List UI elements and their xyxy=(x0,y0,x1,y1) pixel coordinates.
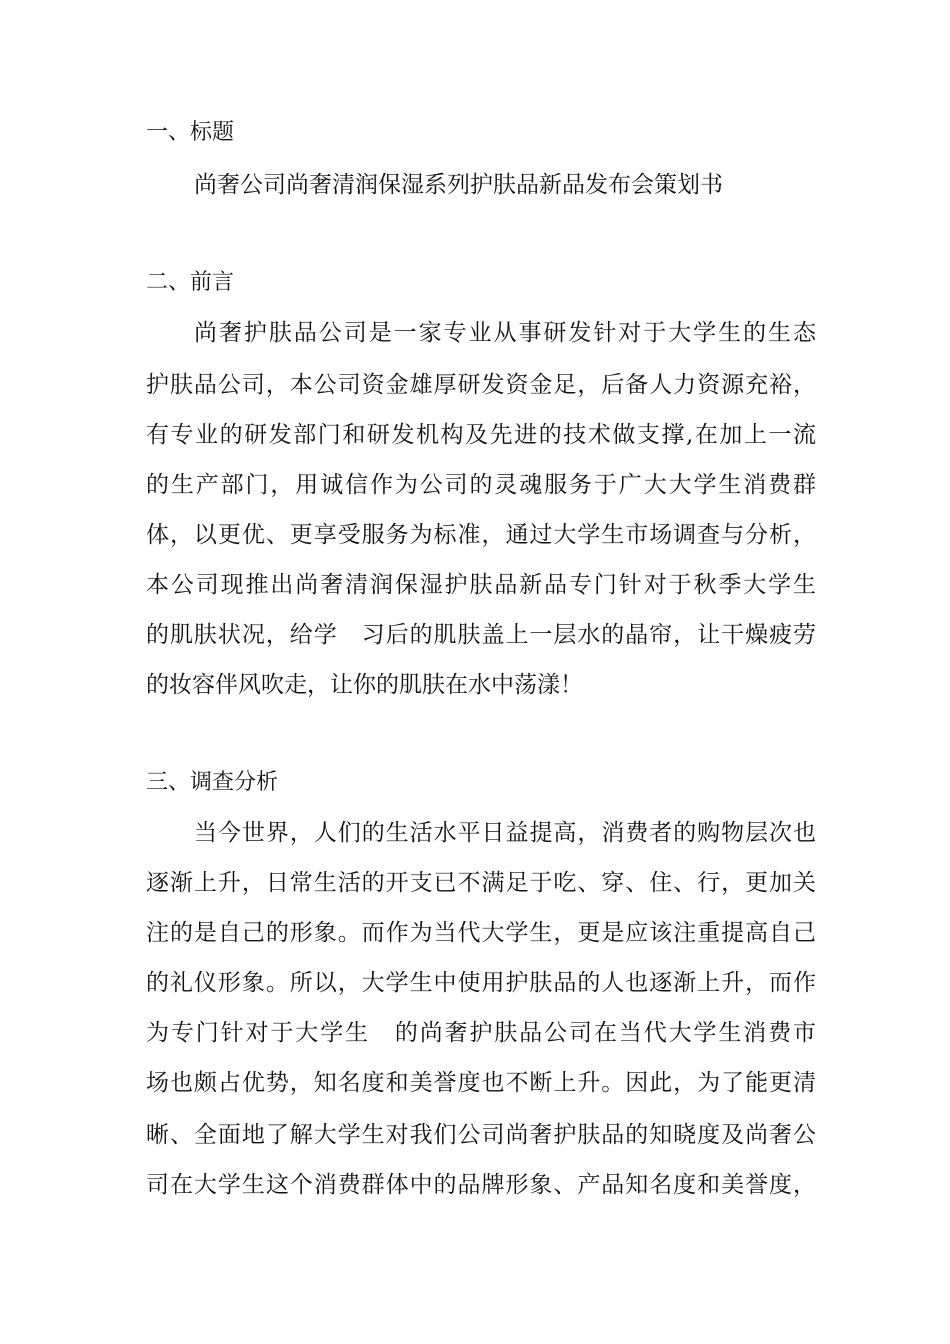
paragraph-line: 有专业的研发部门和研发机构及先进的技术做支撑,在加上一流 xyxy=(146,422,816,448)
paragraph-line: 的肌肤状况，给学 习后的肌肤盖上一层水的晶帘，让干燥疲劳 xyxy=(146,622,816,648)
paragraph-line: 当今世界，人们的生活水平日益提高，消费者的购物层次也 xyxy=(194,820,816,846)
section-heading-analysis: 三、调查分析 xyxy=(146,770,279,795)
document-title-line: 尚奢公司尚奢清润保湿系列护肤品新品发布会策划书 xyxy=(194,172,723,198)
section-heading-title: 一、标题 xyxy=(146,120,235,145)
paragraph-line: 为专门针对于大学生 的尚奢护肤品公司在当代大学生消费市 xyxy=(146,1020,816,1046)
paragraph-line: 的礼仪形象。所以，大学生中使用护肤品的人也逐渐上升，而作 xyxy=(146,970,816,996)
paragraph-line: 逐渐上升，日常生活的开支已不满足于吃、穿、住、行，更加关 xyxy=(146,870,816,896)
paragraph-line: 本公司现推出尚奢清润保湿护肤品新品专门针对于秋季大学生 xyxy=(146,572,816,598)
paragraph-line: 注的是自己的形象。而作为当代大学生，更是应该注重提高自己 xyxy=(146,920,816,946)
paragraph-line: 的妆容伴风吹走，让你的肌肤在水中荡漾！ xyxy=(146,672,583,698)
paragraph-line: 晰、全面地了解大学生对我们公司尚奢护肤品的知晓度及尚奢公 xyxy=(146,1122,816,1148)
paragraph-line: 司在大学生这个消费群体中的品牌形象、产品知名度和美誉度， xyxy=(146,1172,816,1198)
paragraph-line: 尚奢护肤品公司是一家专业从事研发针对于大学生的生态 xyxy=(194,320,816,346)
paragraph-line: 场也颇占优势，知名度和美誉度也不断上升。因此，为了能更清 xyxy=(146,1070,816,1096)
section-heading-preface: 二、前言 xyxy=(146,270,235,295)
paragraph-line: 护肤品公司，本公司资金雄厚研发资金足，后备人力资源充裕， xyxy=(146,372,816,398)
paragraph-line: 的生产部门，用诚信作为公司的灵魂服务于广大大学生消费群 xyxy=(146,472,816,498)
paragraph-line: 体，以更优、更享受服务为标准，通过大学生市场调查与分析， xyxy=(146,522,816,548)
